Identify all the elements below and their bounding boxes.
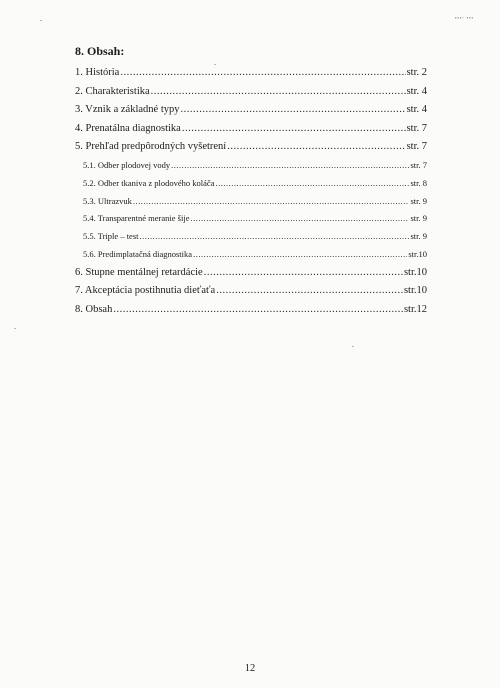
toc-entry <box>75 267 427 286</box>
dot-leader <box>180 104 405 115</box>
page-number: 12 <box>244 663 256 674</box>
toc-entry-page: str. 7 <box>406 141 427 153</box>
toc-subentry-page: str. 9 <box>410 213 427 224</box>
toc-subentry-label: 5.5. Triple – test <box>83 231 139 242</box>
toc-entry-label: 7. Akceptácia postihnutia dieťaťa <box>75 285 216 297</box>
toc-subentry-label: 5.6. Predimplatačná diagnostika <box>83 248 193 259</box>
toc-entry-label: 2. Charakteristika <box>75 85 150 97</box>
toc-title: 8. Obsah: <box>75 44 125 58</box>
toc-entry-page: str. 4 <box>406 104 427 116</box>
toc-subentry-page: str.10 <box>408 248 427 259</box>
toc-entry <box>75 123 427 142</box>
toc-entry <box>75 304 427 323</box>
toc-entry-page: str.10 <box>403 266 427 278</box>
toc-subentry-label: 5.2. Odber tkaniva z plodového koláča <box>83 177 215 188</box>
toc-entry-label: 8. Obsah <box>75 303 113 315</box>
toc-subentry <box>75 249 427 267</box>
toc-subentry-label: 5.4. Transparentné meranie šije <box>83 213 190 224</box>
dot-leader <box>193 249 407 259</box>
toc-entry <box>75 104 427 123</box>
table-of-contents <box>75 67 427 323</box>
toc-entry-page: str. 2 <box>406 67 427 78</box>
scan-speck <box>352 346 354 347</box>
dot-leader <box>151 86 406 97</box>
toc-subentry-page: str. 9 <box>410 231 427 242</box>
toc-entry-label: 1. História <box>75 67 120 78</box>
dot-leader <box>204 267 403 278</box>
dot-leader <box>216 285 403 296</box>
dot-leader <box>113 304 403 315</box>
dot-leader <box>140 231 410 241</box>
toc-subentry-label: 5.3. Ultrazvuk <box>83 195 132 206</box>
dot-leader <box>190 213 409 223</box>
dot-leader <box>182 123 406 134</box>
toc-entry-page: str.10 <box>403 285 427 297</box>
scan-speck <box>214 64 216 65</box>
toc-entry-label: 5. Prehľad predpôrodných vyšetrení <box>75 141 227 153</box>
toc-entry-page: str. 7 <box>406 122 427 134</box>
scan-speck <box>40 20 42 21</box>
toc-entry-label: 3. Vznik a základné typy <box>75 104 180 116</box>
toc-subentry <box>75 178 427 196</box>
toc-subentry <box>75 213 427 231</box>
toc-subentry-page: str. 9 <box>410 195 427 206</box>
toc-entry <box>75 67 427 86</box>
toc-subentry-page: str. 8 <box>410 177 427 188</box>
toc-entry-page: str. 4 <box>406 85 427 97</box>
dot-leader <box>120 67 405 78</box>
dot-leader <box>133 196 410 206</box>
dot-leader <box>171 160 409 170</box>
dot-leader <box>215 178 409 188</box>
scan-artifact-mark: ▪▪▪▫ ▪▪▪ <box>455 15 474 20</box>
toc-subentry <box>75 160 427 178</box>
toc-entry <box>75 285 427 304</box>
toc-entry-label: 6. Stupne mentálnej retardácie <box>75 266 203 278</box>
dot-leader <box>227 141 405 152</box>
toc-subentry-label: 5.1. Odber plodovej vody <box>83 159 171 170</box>
toc-entry <box>75 86 427 105</box>
toc-subentry <box>75 231 427 249</box>
toc-entry-page: str.12 <box>403 303 427 315</box>
scan-speck <box>14 328 16 329</box>
toc-entry-label: 4. Prenatálna diagnostika <box>75 122 181 134</box>
toc-subentry <box>75 196 427 214</box>
toc-subentry-page: str. 7 <box>410 159 427 170</box>
toc-entry <box>75 141 427 160</box>
